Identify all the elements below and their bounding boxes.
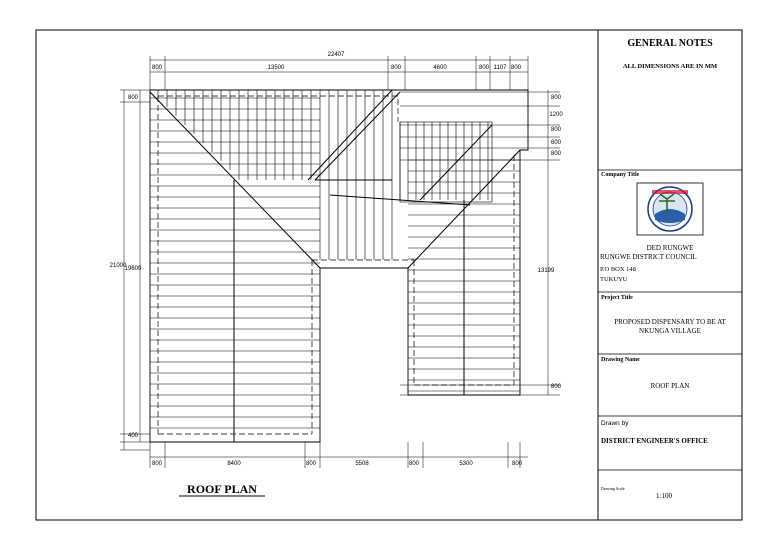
dim-right-mid: 13199 — [537, 268, 555, 274]
dim-left-top: 800 — [127, 95, 139, 101]
dim-top-2: 13500 — [267, 65, 285, 71]
dim-bottom-3: 800 — [305, 461, 317, 467]
hip-line — [308, 90, 392, 180]
dim-right-2: 1200 — [549, 112, 563, 118]
council-seal-logo — [637, 183, 703, 235]
dim-bottom-7: 800 — [511, 461, 523, 467]
company-line-1: DED RUNGWE — [646, 244, 694, 252]
dim-top-4: 4600 — [433, 65, 447, 71]
dim-bottom-5: 800 — [408, 461, 420, 467]
roof-upper-section — [400, 122, 492, 202]
dim-top-5: 800 — [478, 65, 490, 71]
hip-line — [315, 92, 400, 180]
scale-value: 1:100 — [656, 492, 672, 500]
dim-right-5: 800 — [550, 151, 562, 157]
company-caption: Company Title — [601, 172, 640, 178]
roof-plan-drawing — [150, 90, 528, 442]
company-line-3: P.O BOX 148 — [600, 266, 636, 273]
dim-left-inner: 19600 — [124, 266, 142, 272]
project-title: PROPOSED DISPENSARY TO BE AT NKUNGA VILLAGE — [614, 318, 726, 335]
general-notes-heading: GENERAL NOTES — [627, 38, 713, 49]
dim-bottom-6: 5300 — [459, 461, 473, 467]
company-line-2: RUNGWE DISTRICT COUNCIL — [600, 253, 697, 261]
dim-top-1: 800 — [151, 65, 163, 71]
drawn-by: DISTRICT ENGINEER'S OFFICE — [601, 437, 708, 445]
drawing-name: ROOF PLAN — [650, 382, 690, 390]
dim-top-3: 800 — [390, 65, 402, 71]
dim-right-1: 800 — [550, 95, 562, 101]
dim-bottom-4: 5508 — [355, 461, 369, 467]
dim-bottom-2: 8400 — [227, 461, 241, 467]
general-notes-text: ALL DIMENSIONS ARE IN MM — [622, 63, 718, 70]
roof-outline — [150, 90, 528, 442]
dim-right-4: 600 — [550, 140, 562, 146]
dim-bottom-1: 800 — [151, 461, 163, 467]
project-caption: Project Title — [601, 295, 633, 301]
drawing-title: ROOF PLAN — [187, 482, 257, 496]
dim-right-bottom: 800 — [550, 384, 562, 390]
dim-overall-top: 22407 — [327, 52, 345, 58]
dim-left-bottom: 400 — [127, 433, 139, 439]
dim-right-3: 800 — [550, 127, 562, 133]
drawn-by-caption: Drawn by — [601, 420, 629, 427]
dim-top-7: 800 — [510, 65, 522, 71]
scale-caption: Drawing Scale — [601, 486, 625, 491]
dim-top-6: 1107 — [493, 65, 507, 71]
company-line-4: TUKUYU — [600, 276, 628, 283]
hip-line — [150, 92, 320, 268]
drawing-name-caption: Drawing Name — [601, 357, 640, 363]
dim-left-outer: 21000 — [109, 263, 127, 269]
